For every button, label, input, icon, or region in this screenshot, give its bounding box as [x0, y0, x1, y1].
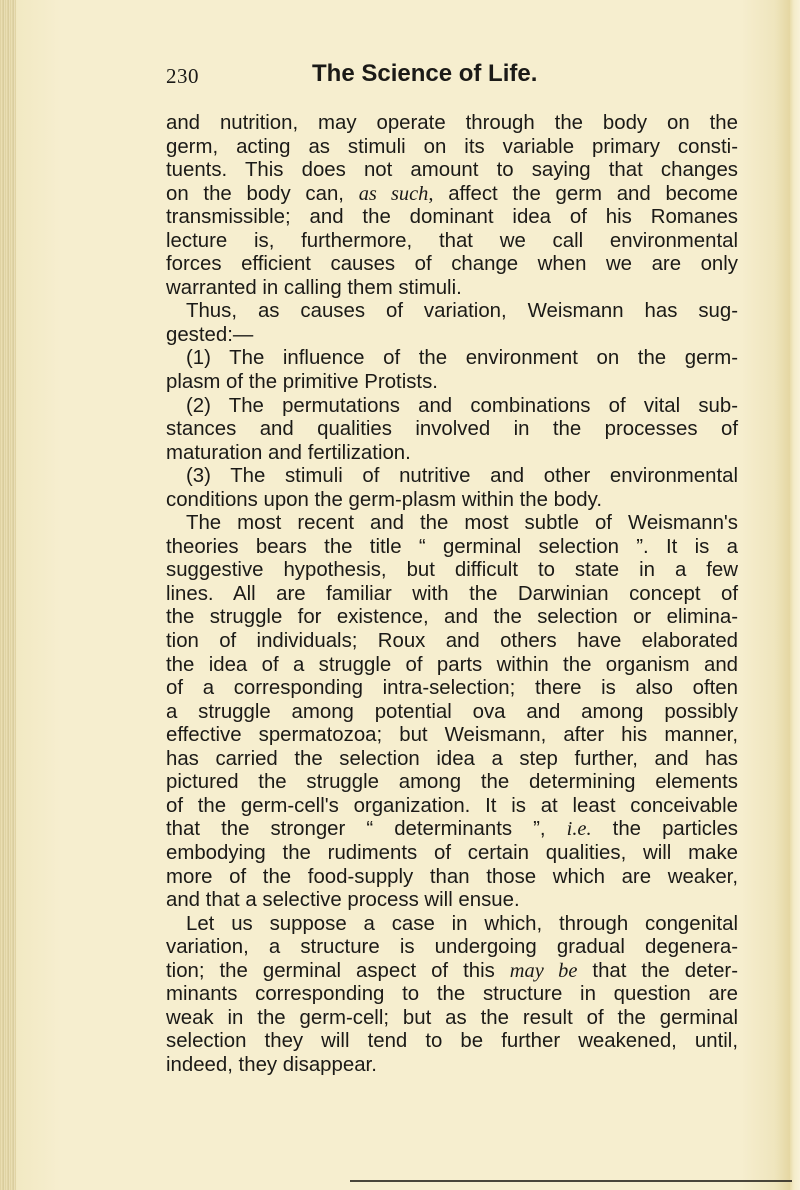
text-segment: conditions upon the germ-plasm within the body.: [166, 488, 602, 511]
text-segment: warranted in calling them stimuli.: [166, 276, 462, 299]
text-segment: tuents. This does not amount to saying that changes: [166, 159, 738, 182]
text-line: [166, 418, 738, 442]
text-line: [166, 771, 738, 795]
text-segment: effective spermatozoa; but Weismann, after his manner,: [166, 724, 738, 747]
text-line: [166, 677, 738, 701]
text-line: [166, 960, 738, 984]
text-line: [166, 724, 738, 748]
text-segment: the idea of a struggle of parts within the organism and: [166, 653, 738, 676]
text-line: [166, 489, 738, 513]
text-line: [166, 136, 738, 160]
text-segment: Thus, as causes of variation, Weismann has sug-: [186, 300, 738, 323]
text-line: [166, 842, 738, 866]
italic-text: i.e.: [566, 818, 592, 841]
text-segment: tion; the germinal aspect of this: [166, 959, 510, 982]
text-line: [166, 465, 738, 489]
text-segment: that the deter-: [577, 959, 739, 982]
text-segment: The most recent and the most subtle of Weismann's: [186, 512, 738, 535]
text-line: [166, 583, 738, 607]
text-line: [166, 818, 738, 842]
text-segment: pictured the struggle among the determining elements: [166, 771, 738, 794]
text-line: [166, 347, 738, 371]
bottom-edge-line: [350, 1180, 792, 1182]
text-line: [166, 230, 738, 254]
text-line: [166, 253, 738, 277]
text-segment: maturation and fertilization.: [166, 441, 411, 464]
italic-text: may be: [509, 959, 578, 982]
text-segment: of the germ-cell's organization. It is at least conceivable: [166, 794, 738, 817]
text-line: [166, 983, 738, 1007]
text-segment: indeed, they disappear.: [166, 1053, 377, 1076]
text-line: [166, 1054, 738, 1078]
text-line: [166, 889, 738, 913]
text-line: [166, 277, 738, 301]
text-line: [166, 748, 738, 772]
text-segment: minants corresponding to the structure in question are: [166, 983, 738, 1006]
text-segment: weak in the germ-cell; but as the result of the germinal: [166, 1006, 738, 1029]
text-segment: a struggle among potential ova and among possibly: [166, 700, 738, 723]
text-segment: gested:—: [166, 323, 254, 346]
text-line: [166, 371, 738, 395]
text-segment: lines. All are familiar with the Darwinian concept of: [166, 582, 738, 605]
text-segment: more of the food-supply than those which are weaker,: [166, 865, 738, 888]
text-line: [166, 1007, 738, 1031]
text-line: [166, 206, 738, 230]
text-segment: tion of individuals; Roux and others have elaborated: [166, 630, 738, 653]
text-segment: and that a selective process will ensue.: [166, 889, 520, 912]
text-line: [166, 112, 738, 136]
text-line: [166, 442, 738, 466]
text-segment: (3) The stimuli of nutritive and other environmental: [186, 465, 738, 488]
text-segment: lecture is, furthermore, that we call environmental: [166, 229, 738, 252]
text-line: [166, 512, 738, 536]
text-segment: the particles: [591, 818, 738, 841]
text-segment: suggestive hypothesis, but difficult to state in a few: [166, 559, 738, 582]
text-line: [166, 701, 738, 725]
text-segment: theories bears the title “ germinal selection ”. It is a: [166, 535, 738, 558]
page-right-edge: [790, 0, 800, 1190]
text-segment: has carried the selection idea a step further, and has: [166, 747, 738, 770]
text-segment: transmissible; and the dominant idea of his Romanes: [166, 206, 738, 229]
text-line: [166, 630, 738, 654]
text-line: [166, 559, 738, 583]
text-segment: stances and qualities involved in the processes of: [166, 418, 738, 441]
text-segment: Let us suppose a case in which, through congenital: [186, 912, 738, 935]
running-title: The Science of Life.: [312, 60, 538, 87]
text-line: [166, 324, 738, 348]
text-line: [166, 159, 738, 183]
text-segment: plasm of the primitive Protists.: [166, 371, 438, 394]
text-line: [166, 183, 738, 207]
text-line: [166, 795, 738, 819]
text-line: [166, 866, 738, 890]
body-text: [166, 112, 738, 1077]
text-segment: (2) The permutations and combinations of vital sub-: [186, 394, 738, 417]
text-line: [166, 536, 738, 560]
italic-text: as such,: [358, 182, 434, 205]
text-line: [166, 606, 738, 630]
text-line: [166, 654, 738, 678]
page-number: 230: [166, 64, 199, 88]
text-segment: selection they will tend to be further weakened, until,: [166, 1030, 738, 1053]
text-segment: on the body can,: [166, 182, 359, 205]
text-segment: that the stronger “ determinants ”,: [166, 818, 567, 841]
text-line: [166, 1030, 738, 1054]
text-segment: variation, a structure is undergoing gradual degenera-: [166, 936, 738, 959]
text-segment: forces efficient causes of change when we are only: [166, 253, 738, 276]
text-segment: affect the germ and become: [433, 182, 738, 205]
text-line: [166, 395, 738, 419]
text-segment: of a corresponding intra-selection; there is also often: [166, 677, 738, 700]
text-segment: germ, acting as stimuli on its variable primary consti-: [166, 135, 738, 158]
text-segment: and nutrition, may operate through the body on the: [166, 112, 738, 134]
page-header: [0, 58, 800, 98]
text-segment: (1) The influence of the environment on the germ-: [186, 347, 738, 370]
text-segment: embodying the rudiments of certain qualities, will make: [166, 841, 738, 864]
text-line: [166, 300, 738, 324]
page-binding-edge: [0, 0, 16, 1190]
text-line: [166, 913, 738, 937]
text-segment: the struggle for existence, and the selection or elimina-: [166, 606, 738, 629]
text-line: [166, 936, 738, 960]
